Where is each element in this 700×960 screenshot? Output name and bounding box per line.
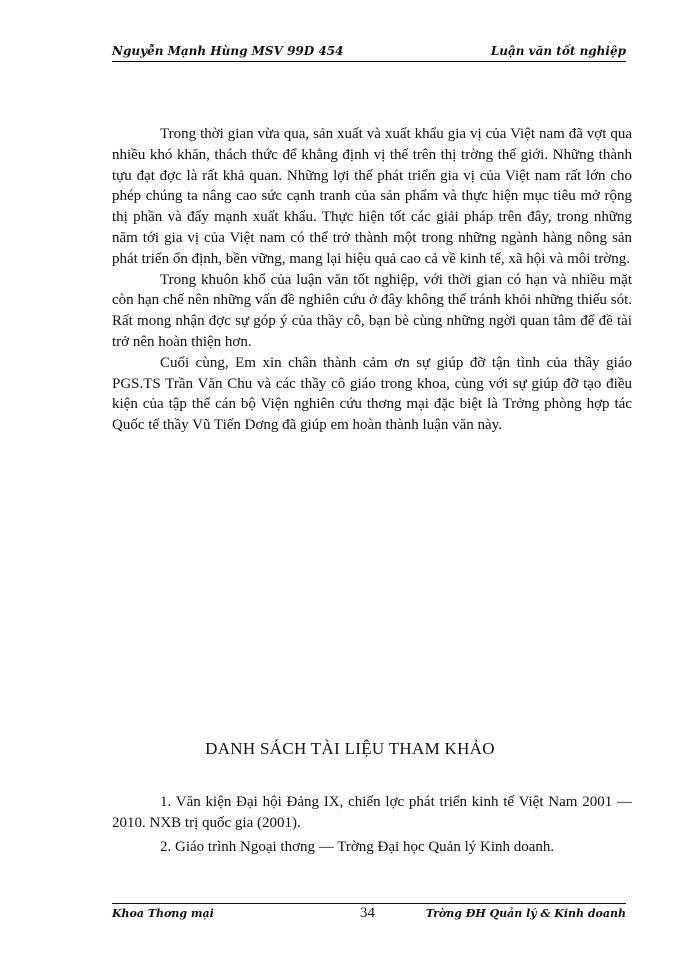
header-author: Nguyễn Mạnh Hùng MSV 99D 454 <box>112 44 344 58</box>
reference-item: 2. Giáo trình Ngoại thơng — Trờng Đại học Quản lý Kinh doanh. <box>160 839 555 855</box>
references-title: DANH SÁCH TÀI LIỆU THAM KHẢO <box>205 739 495 758</box>
body-paragraph: Trong thời gian vừa qua, sản xuất và xuất khẩu gia vị của Việt nam đã vợt qua nhiều khó khăn, thách thức để khẳng định vị thế trên thị trờng thế giới. Những thành tựu đạt đợc là rất khả quan. Những lợi thế phát triển gia vị của Việt nam rất lớn cho phép chúng ta nâng cao sức cạnh tranh của sản phẩm và thực hiện mục tiêu mở rộng thị phần và đẩy mạnh xuất khẩu. Thực hiện tốt các giải pháp trên đây, trong những năm tới gia vị của Việt nam có thể trở thành một trong những ngành hàng nông sản phát triển ổn định, bền vững, mang lại hiệu quả cao cả về kinh tế, xã hội và môi trờng. <box>112 126 632 267</box>
reference-item: 1. Văn kiện Đại hội Đảng IX, chiến lợc phát triển kinh tế Việt Nam 2001 — 2010. NXB trị quốc gia (2001). <box>112 794 632 831</box>
header-doc-type: Luận văn tốt nghiệp <box>490 44 626 58</box>
references-list <box>112 792 632 861</box>
body-paragraph: Cuối cùng, Em xin chân thành cảm ơn sự giúp đỡ tận tình của thầy giáo PGS.TS Trần Văn Chu và các thầy cô giáo trong khoa, cùng với sự giúp đỡ tạo điều kiện của tập thể cán bộ Viện nghiên cứu thơng mại đặc biệt là Trởng phòng hợp tác Quốc tế thầy Vũ Tiến Dơng đã giúp em hoàn thành luận văn này. <box>112 354 632 434</box>
footer-university: Trờng ĐH Quản lý & Kinh doanh <box>425 907 626 920</box>
footer-faculty: Khoa Thơng mại <box>112 907 214 920</box>
conclusion-body <box>112 124 632 436</box>
running-header <box>112 44 626 62</box>
page-number: 34 <box>360 905 375 921</box>
running-footer <box>112 906 626 926</box>
footer-divider <box>112 903 626 904</box>
header-divider <box>112 61 626 62</box>
body-paragraph: Trong khuôn khổ của luận văn tốt nghiệp, với thời gian có hạn và nhiều mặt còn hạn chế nên những vấn đề nghiên cứu ở đây không thể tránh khỏi những thiếu sót. Rất mong nhận đợc sự góp ý của thầy cô, bạn bè cùng những ngời quan tâm để đề tài trở nên hoàn thiện hơn. <box>112 271 632 350</box>
